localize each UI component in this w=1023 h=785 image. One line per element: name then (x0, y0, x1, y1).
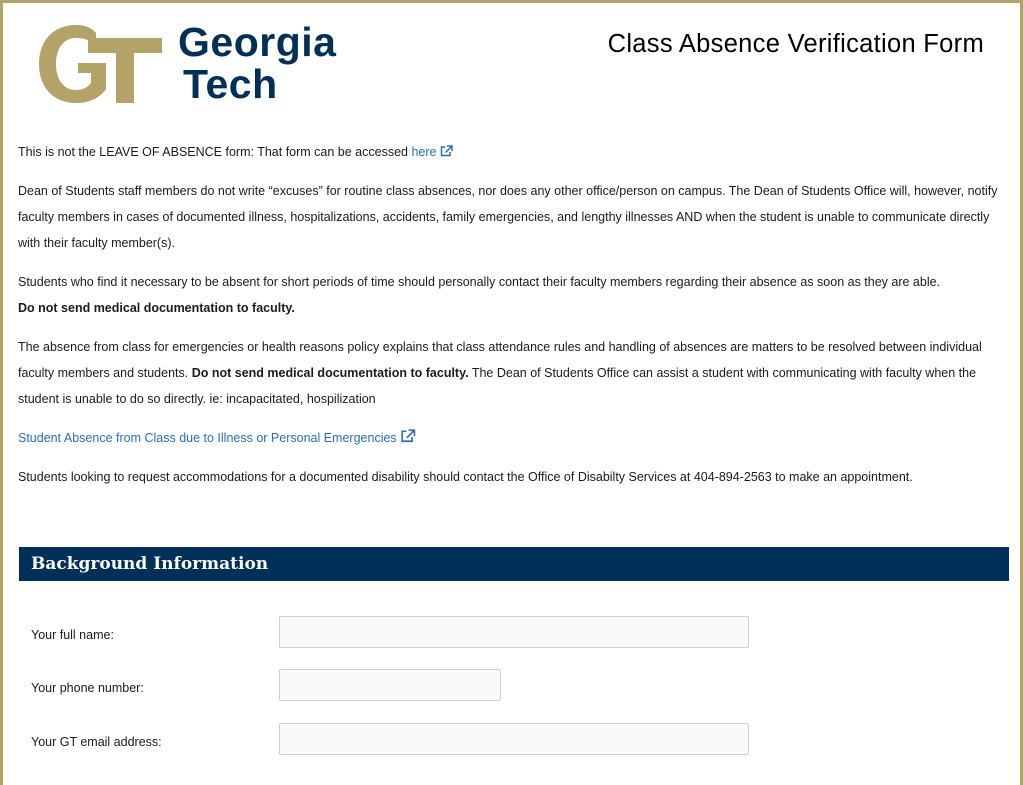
logo-word-tech: Tech (183, 61, 278, 107)
leave-link-text: here (411, 145, 437, 159)
policy-no-medical-warning: Do not send medical documentation to faculty. (191, 366, 469, 380)
phone-label: Your phone number: (31, 681, 144, 695)
logo-wordmark (178, 21, 336, 105)
phone-input[interactable] (279, 669, 501, 701)
short-absence-text: Students who find it necessary to be absent for short periods of time should personally contact their faculty members regarding their absence as soon as they are able. (18, 275, 941, 289)
no-medical-warning: Do not send medical documentation to faculty. (18, 301, 295, 315)
external-link-icon (440, 145, 453, 157)
absence-policy-link[interactable] (18, 431, 416, 445)
page-title: Class Absence Verification Form (607, 30, 984, 58)
full-name-input[interactable] (279, 616, 749, 648)
short-absence-paragraph (18, 269, 1013, 321)
policy-link-text: Student Absence from Class due to Illness or Personal Emergencies (18, 431, 397, 445)
logo-word-georgia: Georgia (178, 19, 337, 65)
background-information-header: Background Information (19, 547, 1009, 581)
intro-content (18, 139, 1013, 503)
leave-notice-text: This is not the LEAVE OF ABSENCE form: That form can be accessed (18, 145, 408, 159)
excuses-paragraph: Dean of Students staff members do not write “excuses” for routine class absences, nor does any other office/person on campus. The Dean of Students Office will, however, notify faculty members in cases of documented illness, hospitalizations, accidents, family emergencies, and lengthy illnesses AND when the student is unable to communicate directly with their faculty member(s). (18, 184, 998, 250)
policy-text-start: The absence from class for emergencies or health reasons policy explains that class attendance rules and handling of absences are matters to be resolved between individual faculty members and students. (18, 340, 982, 380)
full-name-label: Your full name: (31, 628, 114, 642)
email-label: Your GT email address: (31, 735, 162, 749)
georgia-tech-logo[interactable] (36, 21, 341, 109)
policy-link-row (18, 425, 1013, 451)
leave-of-absence-link[interactable] (411, 145, 452, 159)
email-input[interactable] (279, 723, 749, 755)
external-link-icon (400, 429, 416, 443)
policy-text-end: The Dean of Students Office can assist a student with communicating with faculty when the student is unable to do so directly. ie: incapacitated, hospilization (18, 366, 977, 406)
policy-paragraph (18, 334, 1013, 412)
gt-monogram-icon (36, 21, 166, 107)
leave-notice (18, 139, 1013, 165)
disability-paragraph: Students looking to request accommodations for a documented disability should contact the Office of Disabilty Services at 404-894-2563 to make an appointment. (18, 470, 913, 484)
